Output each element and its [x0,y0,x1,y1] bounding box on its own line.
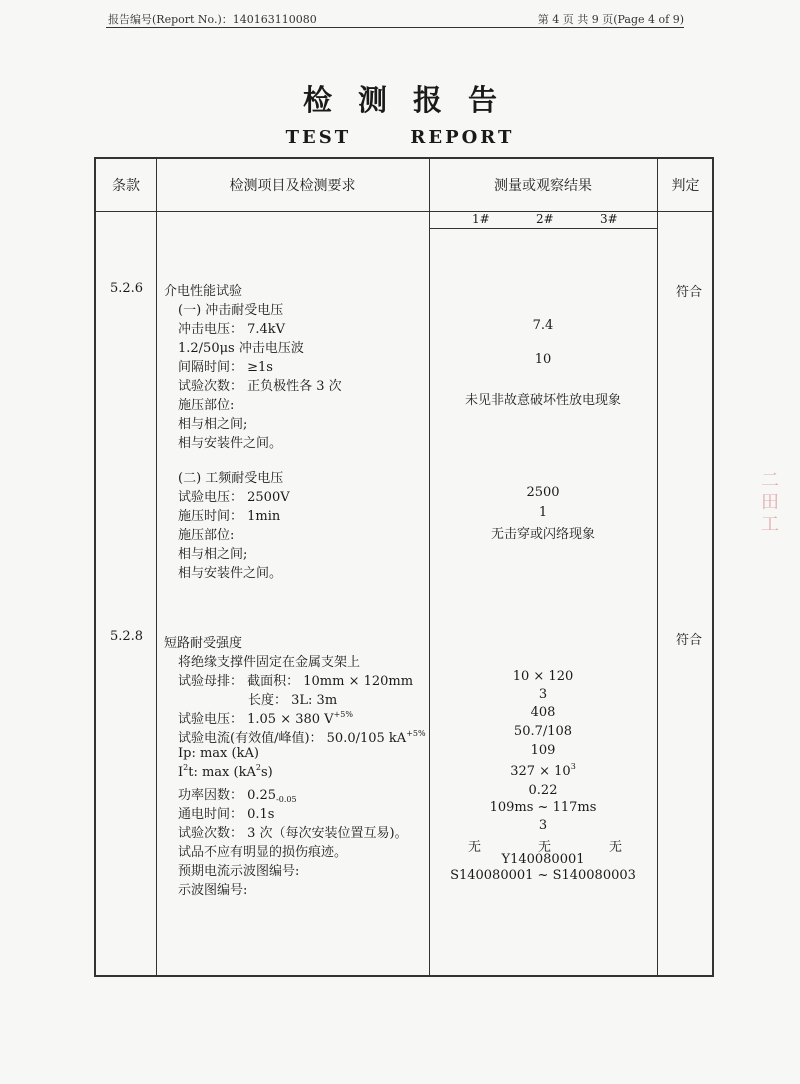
result-value: 109 [530,743,556,758]
item-line: 1.2/50μs 冲击电压波 [178,341,304,356]
item-line: 相与相之间; [178,417,248,432]
column-divider [156,159,157,975]
item-line: 试验电压： 1.05 × 380 $V^{+5\%}$ [178,710,353,727]
header-judgement: 判定 [671,178,700,194]
item-line: 施压部位: [178,528,235,543]
title-chinese: 检测报告 [302,83,523,117]
header-report-no: 报告编号(Report No.)：140163110080 [108,13,317,26]
item-line: 施压时间： 1min [178,509,281,524]
result-value: 无 [538,840,552,855]
result-value: 10 [534,352,552,367]
column-divider [657,159,658,975]
result-value: 0.22 [528,783,558,798]
result-value: S140080001 ~ S140080003 [450,868,636,883]
result-value: 7.4 [532,318,554,333]
result-value: 408 [530,705,556,720]
item-line: 相与安装件之间。 [178,436,283,451]
result-value: 3 [538,818,548,833]
item-line: 试验电流(有效值/峰值)： 50.0/105 $kA^{+5\%}$ [178,729,426,746]
result-value: Y140080001 [501,852,585,867]
sample-2-label: 2# [536,212,554,226]
judgement-5-2-6: 符合 [676,285,703,300]
item-line: Ip: max (kA) [178,746,259,761]
title-english: TEST REPORT [285,127,515,148]
clause-5-2-6: 5.2.6 [110,281,144,296]
item-line: 通电时间： 0.1s [178,807,275,822]
result-value: 50.7/108 [513,724,573,739]
result-value: 无 [468,840,482,855]
item-line: $I^2t$: $\max (kA^2s)$ [178,763,273,780]
header-row-divider [96,211,712,212]
item-line: 介电性能试验 [164,284,243,299]
result-value: 109ms ~ 117ms [489,800,597,815]
result-value: $327 \times 10^3$ [510,762,576,779]
item-line: 示波图编号: [178,883,248,898]
item-line: 将绝缘支撑件固定在金属支架上 [178,655,361,670]
result-value: 3 [538,687,548,702]
header-clause: 条款 [112,178,140,194]
item-line: 试品不应有明显的损伤痕迹。 [178,845,348,860]
header-rule [106,27,684,28]
item-line: 相与安装件之间。 [178,566,283,581]
stamp-mark: 二田工 [761,470,779,535]
item-line: 施压部位: [178,398,235,413]
item-line: (二) 工频耐受电压 [178,471,284,486]
item-line: 预期电流示波图编号: [178,864,300,879]
item-line: 冲击电压： 7.4kV [178,322,286,337]
item-line: 功率因数： $0.25_{-0.05}$ [178,788,297,804]
sample-row-divider [429,228,657,229]
judgement-5-2-8: 符合 [676,633,703,648]
result-value: 未见非故意破坏性放电现象 [464,393,621,408]
result-value: 2500 [526,485,560,500]
result-value: 无击穿或闪络现象 [490,527,595,542]
header-result: 测量或观察结果 [494,178,592,194]
item-line: 试验次数： 正负极性各 3 次 [178,379,342,394]
result-value: 无 [609,840,623,855]
header-page-number: 第 4 页 共 9 页(Page 4 of 9) [537,13,684,26]
header-item: 检测项目及检测要求 [229,178,356,194]
result-value: 1 [538,505,548,520]
item-line: 试验次数： 3 次（每次安装位置互易)。 [178,826,408,841]
sample-3-label: 3# [600,212,618,226]
sample-1-label: 1# [472,212,490,226]
item-line: 短路耐受强度 [164,636,243,651]
result-value: 10 × 120 [512,669,574,684]
report-table [94,157,714,977]
item-line: 间隔时间： ≥1s [178,360,273,375]
item-line: 试验电压： 2500V [178,490,290,505]
item-line: 试验母排： 截面积： 10mm × 120mm [178,674,414,689]
item-line: 长度： 3L: 3m [248,693,338,708]
item-line: (一) 冲击耐受电压 [178,303,284,318]
item-line: 相与相之间; [178,547,248,562]
clause-5-2-8: 5.2.8 [110,629,144,644]
